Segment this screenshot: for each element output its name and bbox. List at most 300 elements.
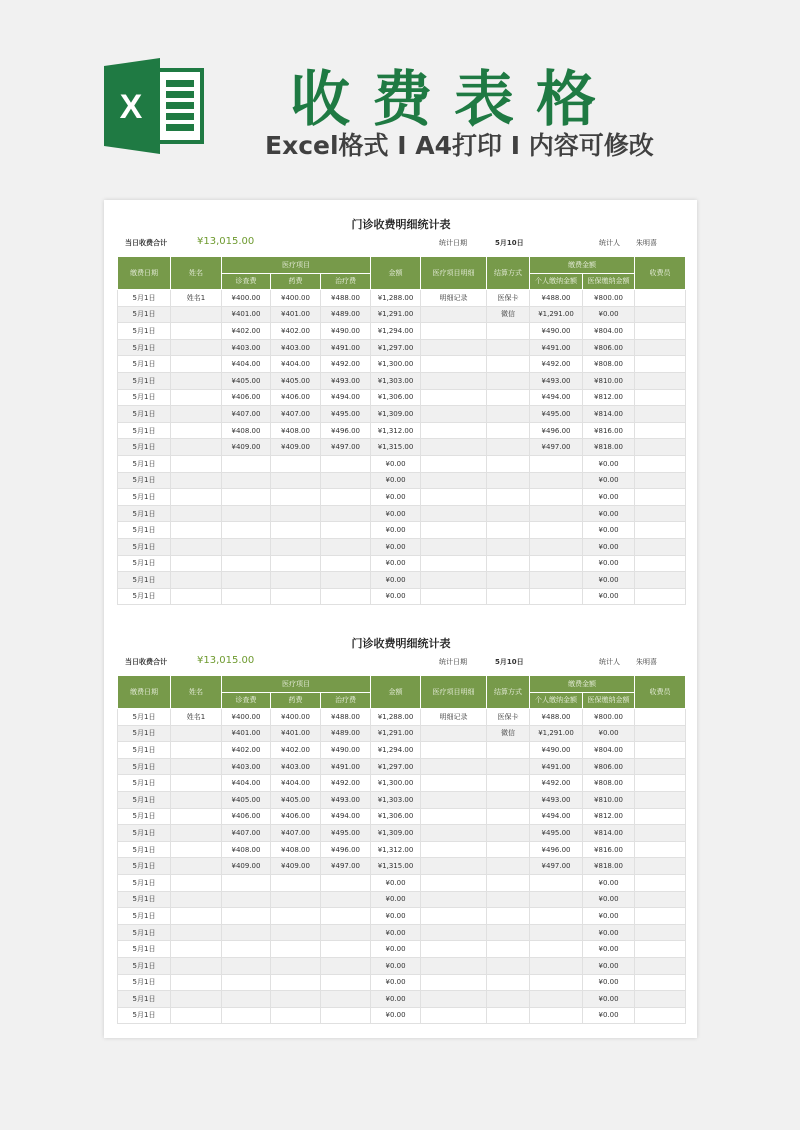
cell-drug-fee[interactable]: ¥403.00 xyxy=(271,339,321,356)
cell-name[interactable] xyxy=(171,372,222,389)
cell-cashier[interactable] xyxy=(635,709,686,726)
cell-settlement-method[interactable] xyxy=(487,742,530,759)
cell-detail[interactable] xyxy=(421,538,487,555)
cell-settlement-method[interactable] xyxy=(487,555,530,572)
cell-treatment-fee[interactable] xyxy=(321,891,371,908)
cell-settlement-method[interactable] xyxy=(487,891,530,908)
cell-amount[interactable]: ¥0.00 xyxy=(371,505,421,522)
cell-name[interactable] xyxy=(171,858,222,875)
cell-detail[interactable] xyxy=(421,522,487,539)
cell-detail[interactable]: 明细记录 xyxy=(421,709,487,726)
cell-personal-payment[interactable]: ¥490.00 xyxy=(530,742,583,759)
cell-name[interactable] xyxy=(171,891,222,908)
cell-name[interactable] xyxy=(171,505,222,522)
cell-amount[interactable]: ¥0.00 xyxy=(371,489,421,506)
cell-settlement-method[interactable] xyxy=(487,874,530,891)
cell-insurance-payment[interactable]: ¥0.00 xyxy=(583,908,635,925)
cell-treatment-fee[interactable]: ¥489.00 xyxy=(321,306,371,323)
cell-detail[interactable] xyxy=(421,572,487,589)
cell-treatment-fee[interactable]: ¥495.00 xyxy=(321,825,371,842)
cell-treatment-fee[interactable]: ¥493.00 xyxy=(321,791,371,808)
cell-consult-fee[interactable] xyxy=(222,522,271,539)
cell-amount[interactable]: ¥1,315.00 xyxy=(371,439,421,456)
cell-consult-fee[interactable]: ¥400.00 xyxy=(222,709,271,726)
cell-amount[interactable]: ¥0.00 xyxy=(371,924,421,941)
cell-insurance-payment[interactable]: ¥0.00 xyxy=(583,522,635,539)
cell-name[interactable] xyxy=(171,874,222,891)
cell-cashier[interactable] xyxy=(635,874,686,891)
cell-insurance-payment[interactable]: ¥814.00 xyxy=(583,825,635,842)
cell-date[interactable]: 5月1日 xyxy=(118,891,171,908)
cell-detail[interactable] xyxy=(421,908,487,925)
cell-drug-fee[interactable]: ¥400.00 xyxy=(271,709,321,726)
cell-consult-fee[interactable]: ¥405.00 xyxy=(222,372,271,389)
cell-settlement-method[interactable] xyxy=(487,572,530,589)
cell-date[interactable]: 5月1日 xyxy=(118,389,171,406)
cell-personal-payment[interactable]: ¥493.00 xyxy=(530,372,583,389)
cell-date[interactable]: 5月1日 xyxy=(118,422,171,439)
cell-cashier[interactable] xyxy=(635,306,686,323)
cell-detail[interactable] xyxy=(421,555,487,572)
cell-consult-fee[interactable]: ¥406.00 xyxy=(222,389,271,406)
cell-drug-fee[interactable]: ¥404.00 xyxy=(271,775,321,792)
cell-date[interactable]: 5月1日 xyxy=(118,791,171,808)
cell-consult-fee[interactable] xyxy=(222,572,271,589)
cell-drug-fee[interactable]: ¥400.00 xyxy=(271,290,321,307)
cell-cashier[interactable] xyxy=(635,572,686,589)
cell-settlement-method[interactable] xyxy=(487,538,530,555)
cell-detail[interactable] xyxy=(421,1007,487,1024)
cell-treatment-fee[interactable]: ¥496.00 xyxy=(321,422,371,439)
cell-amount[interactable]: ¥1,297.00 xyxy=(371,339,421,356)
cell-date[interactable]: 5月1日 xyxy=(118,874,171,891)
cell-name[interactable] xyxy=(171,572,222,589)
cell-insurance-payment[interactable]: ¥0.00 xyxy=(583,538,635,555)
cell-personal-payment[interactable]: ¥488.00 xyxy=(530,709,583,726)
cell-detail[interactable] xyxy=(421,725,487,742)
cell-settlement-method[interactable] xyxy=(487,991,530,1008)
cell-amount[interactable]: ¥1,303.00 xyxy=(371,372,421,389)
cell-personal-payment[interactable] xyxy=(530,522,583,539)
cell-treatment-fee[interactable] xyxy=(321,924,371,941)
cell-consult-fee[interactable]: ¥400.00 xyxy=(222,290,271,307)
cell-detail[interactable] xyxy=(421,389,487,406)
cell-consult-fee[interactable]: ¥402.00 xyxy=(222,323,271,340)
cell-treatment-fee[interactable]: ¥496.00 xyxy=(321,841,371,858)
cell-detail[interactable]: 明细记录 xyxy=(421,290,487,307)
cell-name[interactable] xyxy=(171,974,222,991)
cell-settlement-method[interactable] xyxy=(487,858,530,875)
cell-personal-payment[interactable] xyxy=(530,957,583,974)
cell-drug-fee[interactable]: ¥405.00 xyxy=(271,372,321,389)
cell-drug-fee[interactable] xyxy=(271,472,321,489)
cell-name[interactable] xyxy=(171,941,222,958)
cell-date[interactable]: 5月1日 xyxy=(118,323,171,340)
cell-cashier[interactable] xyxy=(635,538,686,555)
cell-detail[interactable] xyxy=(421,742,487,759)
cell-insurance-payment[interactable]: ¥812.00 xyxy=(583,808,635,825)
cell-detail[interactable] xyxy=(421,339,487,356)
cell-consult-fee[interactable] xyxy=(222,1007,271,1024)
cell-drug-fee[interactable] xyxy=(271,891,321,908)
cell-insurance-payment[interactable]: ¥810.00 xyxy=(583,791,635,808)
cell-personal-payment[interactable]: ¥491.00 xyxy=(530,339,583,356)
cell-name[interactable] xyxy=(171,389,222,406)
cell-insurance-payment[interactable]: ¥808.00 xyxy=(583,775,635,792)
cell-drug-fee[interactable] xyxy=(271,941,321,958)
cell-detail[interactable] xyxy=(421,825,487,842)
cell-name[interactable] xyxy=(171,339,222,356)
cell-cashier[interactable] xyxy=(635,389,686,406)
cell-personal-payment[interactable] xyxy=(530,1007,583,1024)
cell-consult-fee[interactable] xyxy=(222,924,271,941)
cell-personal-payment[interactable]: ¥490.00 xyxy=(530,323,583,340)
cell-personal-payment[interactable] xyxy=(530,588,583,605)
cell-insurance-payment[interactable]: ¥0.00 xyxy=(583,725,635,742)
cell-name[interactable] xyxy=(171,725,222,742)
cell-treatment-fee[interactable] xyxy=(321,555,371,572)
cell-drug-fee[interactable] xyxy=(271,572,321,589)
cell-drug-fee[interactable]: ¥407.00 xyxy=(271,825,321,842)
cell-drug-fee[interactable] xyxy=(271,1007,321,1024)
cell-settlement-method[interactable]: 微信 xyxy=(487,725,530,742)
cell-date[interactable]: 5月1日 xyxy=(118,505,171,522)
cell-insurance-payment[interactable]: ¥0.00 xyxy=(583,1007,635,1024)
cell-cashier[interactable] xyxy=(635,489,686,506)
cell-date[interactable]: 5月1日 xyxy=(118,538,171,555)
cell-date[interactable]: 5月1日 xyxy=(118,406,171,423)
cell-consult-fee[interactable]: ¥405.00 xyxy=(222,791,271,808)
cell-cashier[interactable] xyxy=(635,891,686,908)
cell-date[interactable]: 5月1日 xyxy=(118,455,171,472)
cell-insurance-payment[interactable]: ¥814.00 xyxy=(583,406,635,423)
cell-treatment-fee[interactable]: ¥488.00 xyxy=(321,709,371,726)
cell-insurance-payment[interactable]: ¥800.00 xyxy=(583,290,635,307)
cell-cashier[interactable] xyxy=(635,924,686,941)
cell-consult-fee[interactable]: ¥404.00 xyxy=(222,775,271,792)
cell-treatment-fee[interactable] xyxy=(321,941,371,958)
cell-amount[interactable]: ¥0.00 xyxy=(371,991,421,1008)
cell-personal-payment[interactable]: ¥492.00 xyxy=(530,775,583,792)
cell-cashier[interactable] xyxy=(635,356,686,373)
cell-drug-fee[interactable] xyxy=(271,489,321,506)
cell-consult-fee[interactable]: ¥402.00 xyxy=(222,742,271,759)
cell-settlement-method[interactable] xyxy=(487,472,530,489)
cell-insurance-payment[interactable]: ¥0.00 xyxy=(583,874,635,891)
cell-treatment-fee[interactable]: ¥494.00 xyxy=(321,808,371,825)
cell-amount[interactable]: ¥1,309.00 xyxy=(371,825,421,842)
cell-treatment-fee[interactable]: ¥494.00 xyxy=(321,389,371,406)
cell-consult-fee[interactable]: ¥403.00 xyxy=(222,758,271,775)
cell-detail[interactable] xyxy=(421,991,487,1008)
cell-consult-fee[interactable]: ¥409.00 xyxy=(222,439,271,456)
cell-treatment-fee[interactable]: ¥492.00 xyxy=(321,775,371,792)
cell-consult-fee[interactable] xyxy=(222,505,271,522)
cell-name[interactable] xyxy=(171,472,222,489)
cell-date[interactable]: 5月1日 xyxy=(118,725,171,742)
cell-name[interactable] xyxy=(171,957,222,974)
cell-treatment-fee[interactable]: ¥497.00 xyxy=(321,439,371,456)
cell-drug-fee[interactable]: ¥408.00 xyxy=(271,422,321,439)
cell-consult-fee[interactable] xyxy=(222,957,271,974)
cell-amount[interactable]: ¥1,294.00 xyxy=(371,323,421,340)
cell-treatment-fee[interactable] xyxy=(321,455,371,472)
cell-treatment-fee[interactable] xyxy=(321,538,371,555)
cell-amount[interactable]: ¥0.00 xyxy=(371,941,421,958)
cell-treatment-fee[interactable] xyxy=(321,472,371,489)
cell-cashier[interactable] xyxy=(635,422,686,439)
cell-cashier[interactable] xyxy=(635,406,686,423)
cell-treatment-fee[interactable] xyxy=(321,522,371,539)
cell-date[interactable]: 5月1日 xyxy=(118,306,171,323)
cell-drug-fee[interactable]: ¥409.00 xyxy=(271,439,321,456)
cell-amount[interactable]: ¥0.00 xyxy=(371,1007,421,1024)
cell-settlement-method[interactable] xyxy=(487,588,530,605)
cell-settlement-method[interactable] xyxy=(487,758,530,775)
cell-drug-fee[interactable] xyxy=(271,555,321,572)
cell-personal-payment[interactable] xyxy=(530,538,583,555)
cell-treatment-fee[interactable]: ¥491.00 xyxy=(321,339,371,356)
cell-detail[interactable] xyxy=(421,808,487,825)
cell-treatment-fee[interactable]: ¥491.00 xyxy=(321,758,371,775)
cell-amount[interactable]: ¥0.00 xyxy=(371,455,421,472)
cell-detail[interactable] xyxy=(421,439,487,456)
cell-date[interactable]: 5月1日 xyxy=(118,489,171,506)
cell-cashier[interactable] xyxy=(635,339,686,356)
cell-name[interactable] xyxy=(171,323,222,340)
cell-detail[interactable] xyxy=(421,472,487,489)
cell-treatment-fee[interactable]: ¥497.00 xyxy=(321,858,371,875)
cell-amount[interactable]: ¥0.00 xyxy=(371,555,421,572)
cell-personal-payment[interactable]: ¥1,291.00 xyxy=(530,725,583,742)
cell-amount[interactable]: ¥1,306.00 xyxy=(371,808,421,825)
cell-consult-fee[interactable]: ¥403.00 xyxy=(222,339,271,356)
cell-drug-fee[interactable] xyxy=(271,538,321,555)
cell-amount[interactable]: ¥0.00 xyxy=(371,908,421,925)
cell-treatment-fee[interactable] xyxy=(321,1007,371,1024)
cell-cashier[interactable] xyxy=(635,825,686,842)
cell-date[interactable]: 5月1日 xyxy=(118,858,171,875)
cell-settlement-method[interactable] xyxy=(487,924,530,941)
cell-insurance-payment[interactable]: ¥0.00 xyxy=(583,891,635,908)
cell-amount[interactable]: ¥0.00 xyxy=(371,874,421,891)
cell-date[interactable]: 5月1日 xyxy=(118,339,171,356)
cell-personal-payment[interactable] xyxy=(530,572,583,589)
cell-cashier[interactable] xyxy=(635,858,686,875)
cell-insurance-payment[interactable]: ¥816.00 xyxy=(583,422,635,439)
cell-treatment-fee[interactable] xyxy=(321,505,371,522)
cell-name[interactable] xyxy=(171,406,222,423)
cell-date[interactable]: 5月1日 xyxy=(118,742,171,759)
cell-amount[interactable]: ¥1,315.00 xyxy=(371,858,421,875)
cell-treatment-fee[interactable]: ¥489.00 xyxy=(321,725,371,742)
cell-detail[interactable] xyxy=(421,775,487,792)
cell-date[interactable]: 5月1日 xyxy=(118,825,171,842)
cell-consult-fee[interactable]: ¥408.00 xyxy=(222,422,271,439)
cell-drug-fee[interactable]: ¥401.00 xyxy=(271,725,321,742)
cell-drug-fee[interactable]: ¥409.00 xyxy=(271,858,321,875)
cell-name[interactable]: 姓名1 xyxy=(171,290,222,307)
cell-name[interactable] xyxy=(171,422,222,439)
cell-amount[interactable]: ¥0.00 xyxy=(371,957,421,974)
cell-name[interactable] xyxy=(171,522,222,539)
cell-consult-fee[interactable] xyxy=(222,991,271,1008)
cell-detail[interactable] xyxy=(421,588,487,605)
cell-consult-fee[interactable] xyxy=(222,489,271,506)
cell-consult-fee[interactable]: ¥406.00 xyxy=(222,808,271,825)
cell-settlement-method[interactable] xyxy=(487,791,530,808)
cell-cashier[interactable] xyxy=(635,290,686,307)
cell-drug-fee[interactable]: ¥401.00 xyxy=(271,306,321,323)
cell-name[interactable] xyxy=(171,1007,222,1024)
cell-amount[interactable]: ¥0.00 xyxy=(371,588,421,605)
cell-settlement-method[interactable] xyxy=(487,941,530,958)
cell-drug-fee[interactable]: ¥406.00 xyxy=(271,808,321,825)
cell-settlement-method[interactable] xyxy=(487,422,530,439)
cell-personal-payment[interactable] xyxy=(530,489,583,506)
cell-settlement-method[interactable] xyxy=(487,489,530,506)
cell-drug-fee[interactable] xyxy=(271,924,321,941)
cell-cashier[interactable] xyxy=(635,555,686,572)
cell-insurance-payment[interactable]: ¥0.00 xyxy=(583,472,635,489)
cell-cashier[interactable] xyxy=(635,505,686,522)
cell-drug-fee[interactable] xyxy=(271,455,321,472)
cell-date[interactable]: 5月1日 xyxy=(118,522,171,539)
cell-name[interactable] xyxy=(171,538,222,555)
cell-amount[interactable]: ¥1,312.00 xyxy=(371,422,421,439)
cell-settlement-method[interactable] xyxy=(487,908,530,925)
cell-personal-payment[interactable] xyxy=(530,941,583,958)
cell-insurance-payment[interactable]: ¥808.00 xyxy=(583,356,635,373)
cell-consult-fee[interactable] xyxy=(222,588,271,605)
cell-treatment-fee[interactable]: ¥495.00 xyxy=(321,406,371,423)
cell-settlement-method[interactable] xyxy=(487,323,530,340)
cell-treatment-fee[interactable] xyxy=(321,991,371,1008)
cell-consult-fee[interactable]: ¥407.00 xyxy=(222,825,271,842)
cell-amount[interactable]: ¥1,300.00 xyxy=(371,356,421,373)
cell-amount[interactable]: ¥0.00 xyxy=(371,572,421,589)
cell-personal-payment[interactable]: ¥488.00 xyxy=(530,290,583,307)
cell-drug-fee[interactable]: ¥405.00 xyxy=(271,791,321,808)
cell-treatment-fee[interactable]: ¥492.00 xyxy=(321,356,371,373)
cell-amount[interactable]: ¥1,312.00 xyxy=(371,841,421,858)
cell-consult-fee[interactable] xyxy=(222,538,271,555)
cell-settlement-method[interactable] xyxy=(487,808,530,825)
cell-settlement-method[interactable] xyxy=(487,825,530,842)
cell-name[interactable] xyxy=(171,775,222,792)
cell-drug-fee[interactable] xyxy=(271,505,321,522)
cell-treatment-fee[interactable] xyxy=(321,957,371,974)
cell-personal-payment[interactable] xyxy=(530,455,583,472)
cell-personal-payment[interactable] xyxy=(530,505,583,522)
cell-date[interactable]: 5月1日 xyxy=(118,957,171,974)
cell-date[interactable]: 5月1日 xyxy=(118,472,171,489)
cell-cashier[interactable] xyxy=(635,439,686,456)
cell-insurance-payment[interactable]: ¥0.00 xyxy=(583,555,635,572)
cell-date[interactable]: 5月1日 xyxy=(118,1007,171,1024)
cell-date[interactable]: 5月1日 xyxy=(118,290,171,307)
cell-personal-payment[interactable]: ¥493.00 xyxy=(530,791,583,808)
cell-cashier[interactable] xyxy=(635,742,686,759)
cell-personal-payment[interactable]: ¥496.00 xyxy=(530,841,583,858)
cell-name[interactable] xyxy=(171,489,222,506)
cell-drug-fee[interactable]: ¥408.00 xyxy=(271,841,321,858)
cell-consult-fee[interactable] xyxy=(222,472,271,489)
cell-amount[interactable]: ¥0.00 xyxy=(371,472,421,489)
cell-settlement-method[interactable] xyxy=(487,439,530,456)
cell-date[interactable]: 5月1日 xyxy=(118,991,171,1008)
cell-detail[interactable] xyxy=(421,891,487,908)
cell-treatment-fee[interactable] xyxy=(321,489,371,506)
cell-insurance-payment[interactable]: ¥0.00 xyxy=(583,588,635,605)
cell-amount[interactable]: ¥1,309.00 xyxy=(371,406,421,423)
cell-amount[interactable]: ¥0.00 xyxy=(371,891,421,908)
cell-drug-fee[interactable] xyxy=(271,874,321,891)
cell-treatment-fee[interactable] xyxy=(321,572,371,589)
cell-insurance-payment[interactable]: ¥0.00 xyxy=(583,924,635,941)
cell-cashier[interactable] xyxy=(635,725,686,742)
cell-consult-fee[interactable] xyxy=(222,874,271,891)
cell-consult-fee[interactable] xyxy=(222,555,271,572)
cell-drug-fee[interactable] xyxy=(271,522,321,539)
cell-settlement-method[interactable] xyxy=(487,406,530,423)
cell-settlement-method[interactable] xyxy=(487,1007,530,1024)
cell-personal-payment[interactable]: ¥492.00 xyxy=(530,356,583,373)
cell-insurance-payment[interactable]: ¥816.00 xyxy=(583,841,635,858)
cell-consult-fee[interactable]: ¥401.00 xyxy=(222,306,271,323)
cell-insurance-payment[interactable]: ¥804.00 xyxy=(583,742,635,759)
cell-detail[interactable] xyxy=(421,924,487,941)
cell-insurance-payment[interactable]: ¥818.00 xyxy=(583,858,635,875)
cell-consult-fee[interactable]: ¥408.00 xyxy=(222,841,271,858)
cell-drug-fee[interactable]: ¥402.00 xyxy=(271,742,321,759)
cell-name[interactable] xyxy=(171,555,222,572)
cell-date[interactable]: 5月1日 xyxy=(118,941,171,958)
cell-name[interactable] xyxy=(171,908,222,925)
cell-detail[interactable] xyxy=(421,455,487,472)
cell-name[interactable] xyxy=(171,306,222,323)
cell-name[interactable] xyxy=(171,825,222,842)
cell-insurance-payment[interactable]: ¥0.00 xyxy=(583,489,635,506)
cell-name[interactable] xyxy=(171,841,222,858)
cell-settlement-method[interactable] xyxy=(487,372,530,389)
cell-treatment-fee[interactable] xyxy=(321,974,371,991)
cell-date[interactable]: 5月1日 xyxy=(118,974,171,991)
cell-name[interactable] xyxy=(171,924,222,941)
cell-settlement-method[interactable] xyxy=(487,356,530,373)
cell-drug-fee[interactable]: ¥406.00 xyxy=(271,389,321,406)
cell-date[interactable]: 5月1日 xyxy=(118,841,171,858)
cell-insurance-payment[interactable]: ¥806.00 xyxy=(583,758,635,775)
cell-date[interactable]: 5月1日 xyxy=(118,555,171,572)
cell-personal-payment[interactable]: ¥491.00 xyxy=(530,758,583,775)
cell-drug-fee[interactable]: ¥404.00 xyxy=(271,356,321,373)
cell-settlement-method[interactable] xyxy=(487,957,530,974)
cell-detail[interactable] xyxy=(421,489,487,506)
cell-personal-payment[interactable] xyxy=(530,891,583,908)
cell-amount[interactable]: ¥1,288.00 xyxy=(371,709,421,726)
cell-personal-payment[interactable]: ¥495.00 xyxy=(530,825,583,842)
cell-settlement-method[interactable] xyxy=(487,455,530,472)
cell-drug-fee[interactable] xyxy=(271,957,321,974)
cell-detail[interactable] xyxy=(421,858,487,875)
cell-settlement-method[interactable] xyxy=(487,522,530,539)
cell-cashier[interactable] xyxy=(635,758,686,775)
cell-detail[interactable] xyxy=(421,505,487,522)
cell-amount[interactable]: ¥1,303.00 xyxy=(371,791,421,808)
cell-treatment-fee[interactable] xyxy=(321,588,371,605)
cell-amount[interactable]: ¥1,291.00 xyxy=(371,306,421,323)
